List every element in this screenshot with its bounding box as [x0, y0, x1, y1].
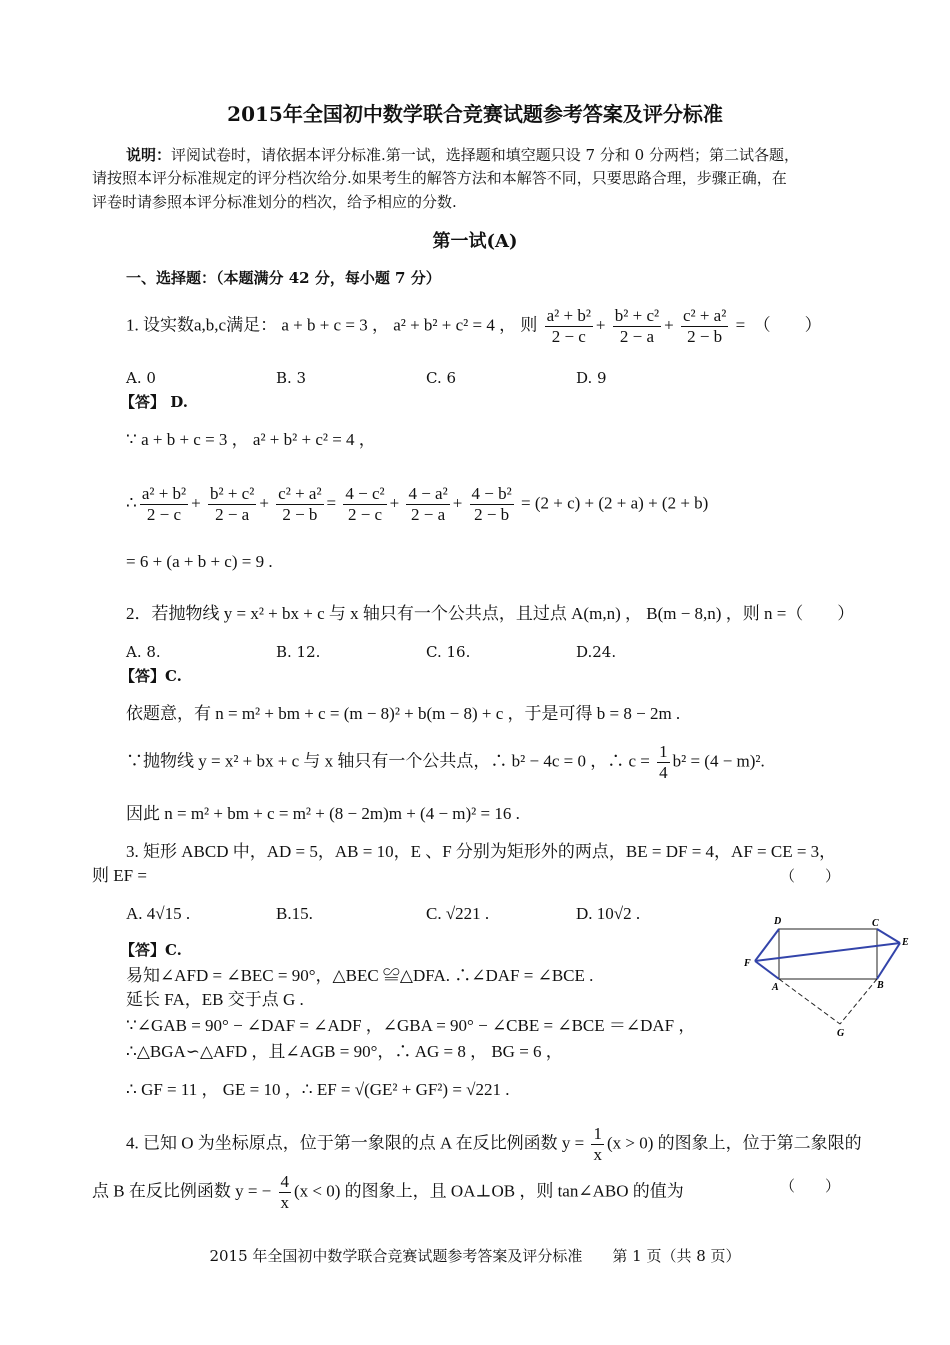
q2-option-c: C. 16.	[426, 643, 471, 661]
q2-sol-1: 依题意，有 n = m² + bm + c = (m − 8)² + b(m − 8) + c ，于是可得 b = 8 − 2m .	[126, 704, 681, 723]
q1-option-b: B. 3	[276, 369, 307, 387]
q3-option-b: B.15.	[276, 904, 313, 923]
q2-option-a: A. 8.	[126, 643, 161, 661]
page-title: 2015年全国初中数学联合竞赛试题参考答案及评分标准	[227, 102, 723, 126]
frac-den: 2 − a	[619, 327, 654, 346]
frac-num: a² + b²	[546, 306, 591, 325]
q3-option-a: A. 4√15 .	[126, 904, 191, 923]
q2-sol-2-b: b² = (4 − m)².	[672, 751, 765, 771]
q1-frac-3	[681, 306, 728, 347]
q1-options	[126, 368, 726, 388]
q3-sol-3: ∵∠GAB = 90° − ∠DAF = ∠ADF ，∠GBA = 90° − ∠CBE = ∠BCE ＝∠DAF ，	[126, 1016, 696, 1035]
q1-answer: 【答】 D.	[120, 393, 188, 411]
intro-line-2: 请按照本评分标准规定的评分档次给分.如果考生的解答方法和本解答不同，只要思路合理，步骤正确，在	[92, 169, 787, 187]
segment-ef	[755, 943, 900, 961]
q3-option-d: D. 10√2 .	[576, 904, 641, 923]
q3-sol-2: 延长 FA，EB 交于点 G .	[126, 990, 304, 1009]
label-g: G	[837, 1028, 845, 1039]
q1-sol-2-tail: = (2 + c) + (2 + a) + (2 + b)	[520, 493, 709, 513]
label-c: C	[872, 918, 879, 929]
intro-line-3: 评卷时请参照本评分标准划分的档次，给予相应的分数.	[92, 193, 457, 211]
segment-ec	[877, 929, 900, 943]
label-b: B	[877, 980, 884, 991]
q3-sol-1: 易知∠AFD = ∠BEC = 90°，△BEC ≌△DFA. ∴∠DAF = ∠BCE .	[126, 966, 594, 985]
frac-den: 4	[659, 763, 668, 782]
label-a: A	[772, 982, 779, 993]
frac-num: c² + a²	[682, 306, 727, 325]
label-f: F	[744, 958, 751, 969]
q2-options	[126, 642, 726, 662]
q1-frac-2	[613, 306, 661, 347]
segment-bg	[840, 979, 877, 1024]
q3-options	[126, 904, 726, 924]
q3-sol-5: ∴ GF = 11 ， GE = 10 ，∴ EF = √(GE² + GF²) = √221 .	[126, 1080, 510, 1099]
q4-line-1-a: 4. 已知 O 为坐标原点，位于第一象限的点 A 在反比例函数 y =	[126, 1133, 585, 1153]
segment-eb	[877, 943, 900, 979]
q1-sol-1: ∵ a + b + c = 3 ， a² + b² + c² = 4 ，	[126, 430, 376, 449]
q3-option-c: C. √221 .	[426, 904, 490, 923]
q2-option-b: B. 12.	[276, 643, 321, 661]
frac-num: 4 − a²	[408, 484, 448, 503]
q2-stem: 2．若抛物线 y = x² + bx + c 与 x 轴只有一个公共点，且过点 A(m,n) ， B(m − 8,n) ，则 n =（ ）	[126, 604, 855, 623]
q3-stem-1: 3. 矩形 ABCD 中，AD = 5，AB = 10，E 、F 分别为矩形外的两点，BE = DF = 4，AF = CE = 3，	[126, 842, 837, 861]
frac-num: 1	[593, 1124, 602, 1143]
q4-paren: （ ）	[780, 1177, 841, 1195]
q1-option-c: C. 6	[426, 369, 457, 387]
frac-den: 2 − b	[474, 505, 510, 524]
label-e: E	[902, 937, 909, 948]
q1-sol-frac-3	[470, 484, 514, 525]
intro-text-1: 评阅试卷时，请依据本评分标准.第一试，选择题和填空题只设 7 分和 0 分两档；第二试各题，	[171, 146, 799, 164]
q2-frac	[657, 742, 670, 783]
q1-frac-1	[140, 484, 188, 525]
q1-sol-3: = 6 + (a + b + c) = 9 .	[126, 552, 273, 571]
q3-geometry-figure	[742, 914, 912, 1039]
frac-num: 4 − c²	[345, 484, 385, 503]
frac-den: 2 − b	[282, 505, 318, 524]
q2-answer: 【答】C.	[120, 667, 182, 685]
q3-stem-2: 则 EF =	[92, 866, 147, 885]
q1-stem: 1. 设实数a,b,c满足： a + b + c = 3 ， a² + b² + c² = 4 ， 则 $\frac{\text{a² + b²}}{2 - c}$ + $\frac{\text{b² + c²}}{2 - a}$ + $\frac{\text{c² + a²}}{2 - b}$ = （ ）	[126, 306, 822, 346]
q4-frac-2	[279, 1172, 292, 1213]
q1-option-a: A. 0	[126, 369, 156, 387]
frac-num: 4	[280, 1172, 290, 1191]
frac-den: 2 − c	[347, 505, 383, 524]
frac-num: 4 − b²	[471, 484, 512, 503]
q2-sol-2-a: ∵抛物线 y = x² + bx + c 与 x 轴只有一个公共点，∴ b² − 4c = 0 ，∴ c =	[126, 751, 650, 771]
segment-ag	[779, 979, 840, 1024]
q1-sol-frac-2	[406, 484, 449, 525]
frac-num: 1	[659, 742, 668, 761]
q2-sol-3: 因此 n = m² + bm + c = m² + (8 − 2m)m + (4 − m)² = 16 .	[126, 804, 520, 823]
q1-stem-text: 1. 设实数a,b,c满足： a + b + c = 3 ， a² + b² + c² = 4 ， 则	[126, 315, 538, 335]
q1-sol-2: ∴ $\frac{\text{a² + b²}}{2 - c}$ + $\frac{\text{b² + c²}}{2 - a}$ + $\frac{\text{c² + a²}}{2 - b}$ = $\frac{\text{4 − c²}}{2 - c}$ + $\frac{\text{4 − a²}}{2 - a}$ + $\frac{\text{4 − b²}}{2 - b}$ = (2 + c) + (2 + a) + (2 + b)	[126, 484, 709, 524]
label-d: D	[774, 916, 782, 927]
intro-line-1	[126, 145, 799, 165]
frac-den: 2 − a	[215, 505, 250, 524]
q4-line-2	[92, 1172, 684, 1213]
frac-den: 2 − a	[411, 505, 446, 524]
q3-answer: 【答】C.	[120, 941, 182, 959]
q4-line-1	[126, 1124, 862, 1165]
part-heading: 一、选择题：（本题满分 42 分，每小题 7 分）	[126, 269, 441, 287]
q3-paren: （ ）	[780, 867, 841, 885]
segment-fa	[755, 961, 779, 979]
q1-frac-2	[208, 484, 256, 525]
frac-den: x	[280, 1193, 290, 1212]
frac-den: 2 − b	[687, 327, 723, 346]
q2-sol-2	[126, 742, 765, 783]
q2-option-d: D.24.	[576, 643, 617, 661]
q1-sol-frac-1	[343, 484, 386, 525]
frac-den: 2 − c	[146, 505, 182, 524]
section-heading: 第一试(A)	[432, 231, 518, 252]
q3-sol-4: ∴△BGA∽△AFD ，且∠AGB = 90°，∴ AG = 8 ， BG = 6 ，	[126, 1042, 563, 1061]
frac-num: b² + c²	[210, 484, 255, 503]
frac-den: x	[593, 1145, 602, 1164]
frac-num: c² + a²	[278, 484, 322, 503]
q1-option-d: D. 9	[576, 369, 607, 387]
q1-frac-1	[545, 306, 593, 347]
q4-frac-1	[591, 1124, 604, 1165]
frac-num: b² + c²	[614, 306, 660, 325]
q4-line-1-b: (x > 0) 的图象上，位于第二象限的	[606, 1133, 862, 1153]
q1-frac-3	[276, 484, 323, 525]
segment-fd	[755, 929, 779, 961]
frac-num: a² + b²	[141, 484, 187, 503]
frac-den: 2 − c	[551, 327, 586, 346]
intro-label: 说明：	[126, 146, 172, 164]
q4-line-2-a: 点 B 在反比例函数 y = −	[92, 1181, 272, 1201]
page-footer: 2015 年全国初中数学联合竞赛试题参考答案及评分标准 第 1 页（共 8 页）	[209, 1247, 741, 1265]
rectangle-abcd	[779, 929, 877, 979]
q1-tail: = （ ）	[735, 315, 822, 335]
q4-line-2-b: (x < 0) 的图象上，且 OA⊥OB ，则 tan∠ABO 的值为	[294, 1181, 684, 1201]
